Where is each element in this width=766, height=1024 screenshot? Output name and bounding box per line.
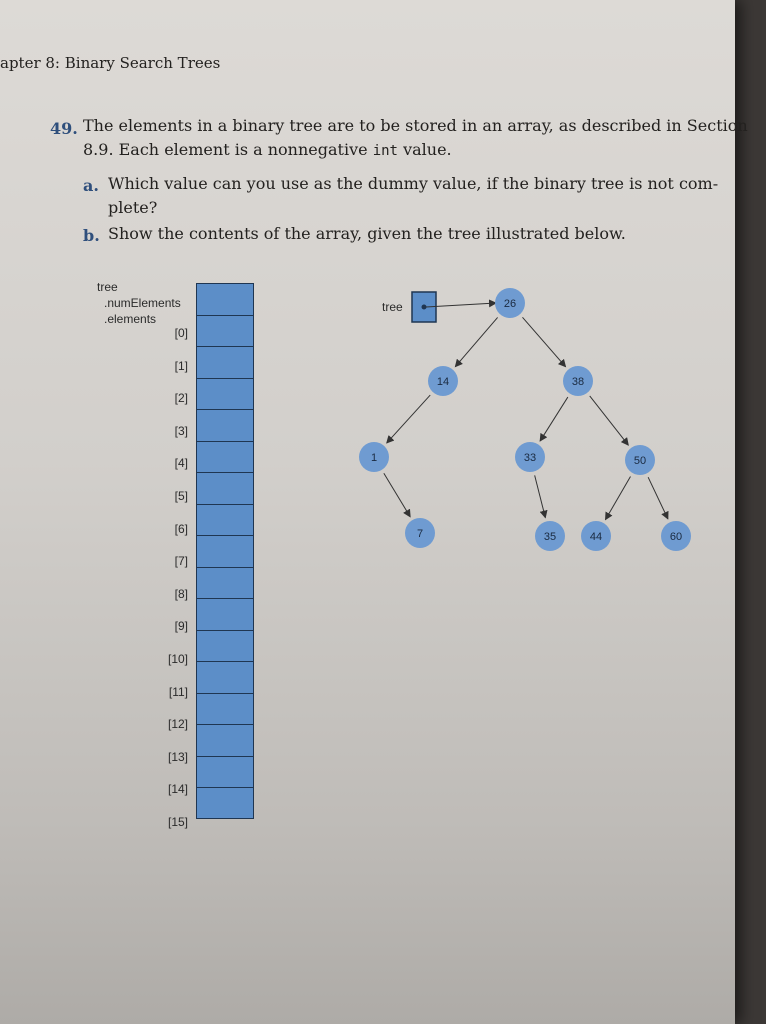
part-a-label: a.	[83, 176, 99, 195]
array-cell-13	[196, 724, 254, 756]
tree-edge-7	[606, 476, 631, 519]
array-cell-9	[196, 598, 254, 630]
tree-node-label-8: 44	[589, 531, 603, 543]
tree-node-label-9: 60	[669, 531, 683, 543]
tree-node-label-2: 38	[571, 376, 585, 388]
array-cell-15	[196, 787, 254, 819]
tree-edge-6	[535, 475, 546, 517]
part-a-line-2: plete?	[108, 198, 158, 217]
array-index-7: [7]	[174, 554, 188, 569]
array-boxes	[196, 283, 254, 819]
array-cell-4	[196, 441, 254, 473]
array-index-8: [8]	[174, 586, 188, 601]
tree-pointer-dot	[422, 305, 427, 310]
tree-node-label-4: 33	[523, 452, 537, 464]
array-cell-6	[196, 504, 254, 536]
array-cell-3	[196, 409, 254, 441]
tree-node-label-0: 26	[503, 298, 517, 310]
array-cell-5	[196, 472, 254, 504]
num-elements-cell	[196, 283, 254, 315]
array-index-11: [11]	[168, 684, 188, 699]
array-cell-1	[196, 346, 254, 378]
array-index-15: [15]	[167, 815, 188, 829]
array-cell-2	[196, 378, 254, 410]
array-index-3: [3]	[174, 423, 188, 438]
array-cell-8	[196, 567, 254, 599]
array-cell-11	[196, 661, 254, 693]
binary-tree-diagram	[350, 280, 700, 560]
chapter-header: apter 8: Binary Search Trees	[0, 54, 221, 72]
tree-edge-5	[384, 473, 410, 516]
tree-edge-0	[455, 317, 497, 366]
tree-edge-3	[540, 397, 568, 441]
array-cell-0	[196, 315, 254, 347]
array-index-0: [0]	[174, 326, 188, 340]
tree-node-label-7: 35	[543, 531, 557, 543]
tree-node-label-1: 14	[436, 376, 450, 388]
part-b-label: b.	[83, 226, 100, 245]
array-index-10: [10]	[167, 652, 188, 666]
array-index-13: [13]	[167, 749, 188, 764]
array-label-elements: .elements	[104, 312, 157, 326]
tree-node-label-6: 7	[416, 528, 424, 540]
array-label-num-elements: .numElements	[104, 296, 181, 310]
question-line-2: 8.9. Each element is a nonnegative int value.	[83, 140, 452, 159]
array-index-4: [4]	[174, 456, 188, 471]
tree-edge-2	[387, 395, 430, 443]
array-cell-7	[196, 535, 254, 567]
part-b-line: Show the contents of the array, given the tree illustrated below.	[108, 224, 626, 243]
array-index-2: [2]	[174, 391, 188, 406]
array-index-12: [12]	[167, 717, 188, 732]
question-line-1: The elements in a binary tree are to be stored in an array, as described in Section	[83, 116, 748, 135]
part-a-line-1: Which value can you use as the dummy value, if the binary tree is not com-	[108, 174, 719, 193]
question-number: 49.	[50, 119, 78, 138]
array-label-tree: tree	[97, 280, 118, 294]
array-index-14: [14]	[167, 782, 188, 797]
array-cell-10	[196, 630, 254, 662]
array-index-9: [9]	[174, 619, 188, 634]
int-keyword: int	[372, 143, 398, 159]
tree-edge-4	[590, 396, 629, 445]
array-index-1: [1]	[174, 358, 188, 373]
tree-edge-1	[522, 317, 565, 366]
tree-pointer-label: tree	[382, 300, 403, 314]
array-index-6: [6]	[174, 521, 188, 536]
tree-edge-8	[648, 477, 668, 519]
array-index-5: [5]	[174, 489, 188, 503]
array-cell-14	[196, 756, 254, 788]
tree-node-label-5: 50	[633, 455, 647, 467]
array-cell-12	[196, 693, 254, 725]
tree-node-label-3: 1	[370, 452, 378, 464]
